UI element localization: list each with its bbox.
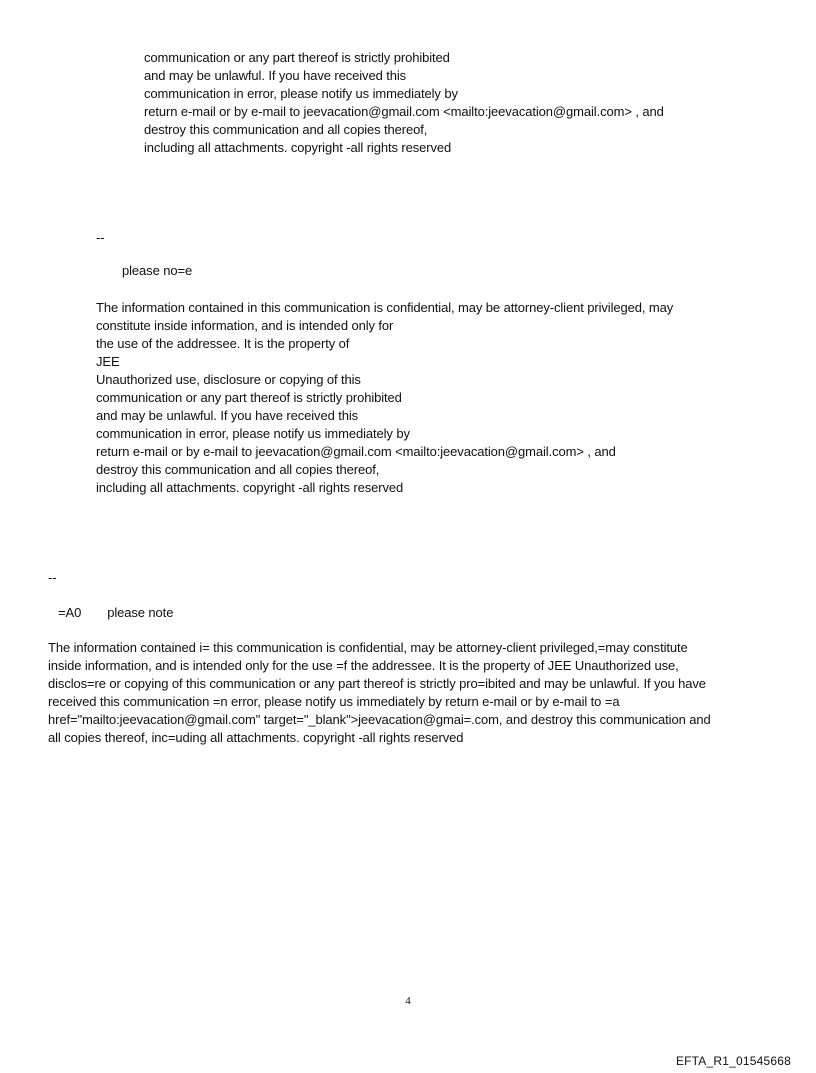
text-line: JEE — [96, 354, 120, 369]
please-note-text: please note — [107, 605, 174, 620]
text-line: including all attachments. copyright -all rights reserved — [144, 140, 452, 155]
text-line: and may be unlawful. If you have received this — [96, 408, 359, 423]
text-line: communication in error, please notify us immediately by — [96, 426, 410, 441]
text-line: constitute inside information, and is intended only for — [96, 318, 394, 333]
text-line: and may be unlawful. If you have received this — [144, 68, 407, 83]
disclaimer-block-1 — [144, 49, 664, 157]
page-number: 4 — [405, 995, 411, 1007]
text-line: destroy this communication and all copies thereof, — [144, 122, 428, 137]
text-line: disclos=re or copying of this communication or any part thereof is strictly pro=ibited and may be unlawful. If you have — [48, 676, 706, 691]
text-line: The information contained i= this communication is confidential, may be attorney-client privileged,=may constitute — [48, 640, 688, 655]
text-line: communication or any part thereof is strictly prohibited — [144, 50, 450, 65]
text-line: communication in error, please notify us immediately by — [144, 86, 458, 101]
text-line: communication or any part thereof is strictly prohibited — [96, 390, 402, 405]
text-line: the use of the addressee. It is the property of — [96, 336, 350, 351]
disclaimer-block-3 — [48, 639, 773, 747]
text-line: including all attachments. copyright -all rights reserved — [96, 480, 404, 495]
text-line: inside information, and is intended only for the use =f the addressee. It is the property of JEE Unauthorized use, — [48, 658, 679, 673]
text-line: return e-mail or by e-mail to jeevacation@gmail.com <mailto:jeevacation@gmail.com> , and — [96, 444, 616, 459]
text-line: received this communication =n error, please notify us immediately by return e-mail or by e-mail to =a — [48, 694, 620, 709]
separator-2: -- — [48, 570, 57, 585]
text-line: href="mailto:jeevacation@gmail.com" target="_blank">jeevacation@gmai=.com, and destroy this communication and — [48, 712, 711, 727]
please-note-2 — [58, 604, 173, 622]
document-id: EFTA_R1_01545668 — [675, 1054, 791, 1068]
text-line: return e-mail or by e-mail to jeevacation@gmail.com <mailto:jeevacation@gmail.com> , and — [144, 104, 664, 119]
text-line: all copies thereof, inc=uding all attachments. copyright -all rights reserved — [48, 730, 464, 745]
disclaimer-block-2 — [96, 299, 673, 497]
please-note-prefix: =A0 — [58, 605, 82, 620]
please-note-1: please no=e — [122, 263, 193, 278]
text-line: Unauthorized use, disclosure or copying of this — [96, 372, 361, 387]
separator-1: -- — [96, 230, 105, 245]
text-line: The information contained in this communication is confidential, may be attorney-client privileged, may — [96, 300, 674, 315]
text-line: destroy this communication and all copies thereof, — [96, 462, 380, 477]
